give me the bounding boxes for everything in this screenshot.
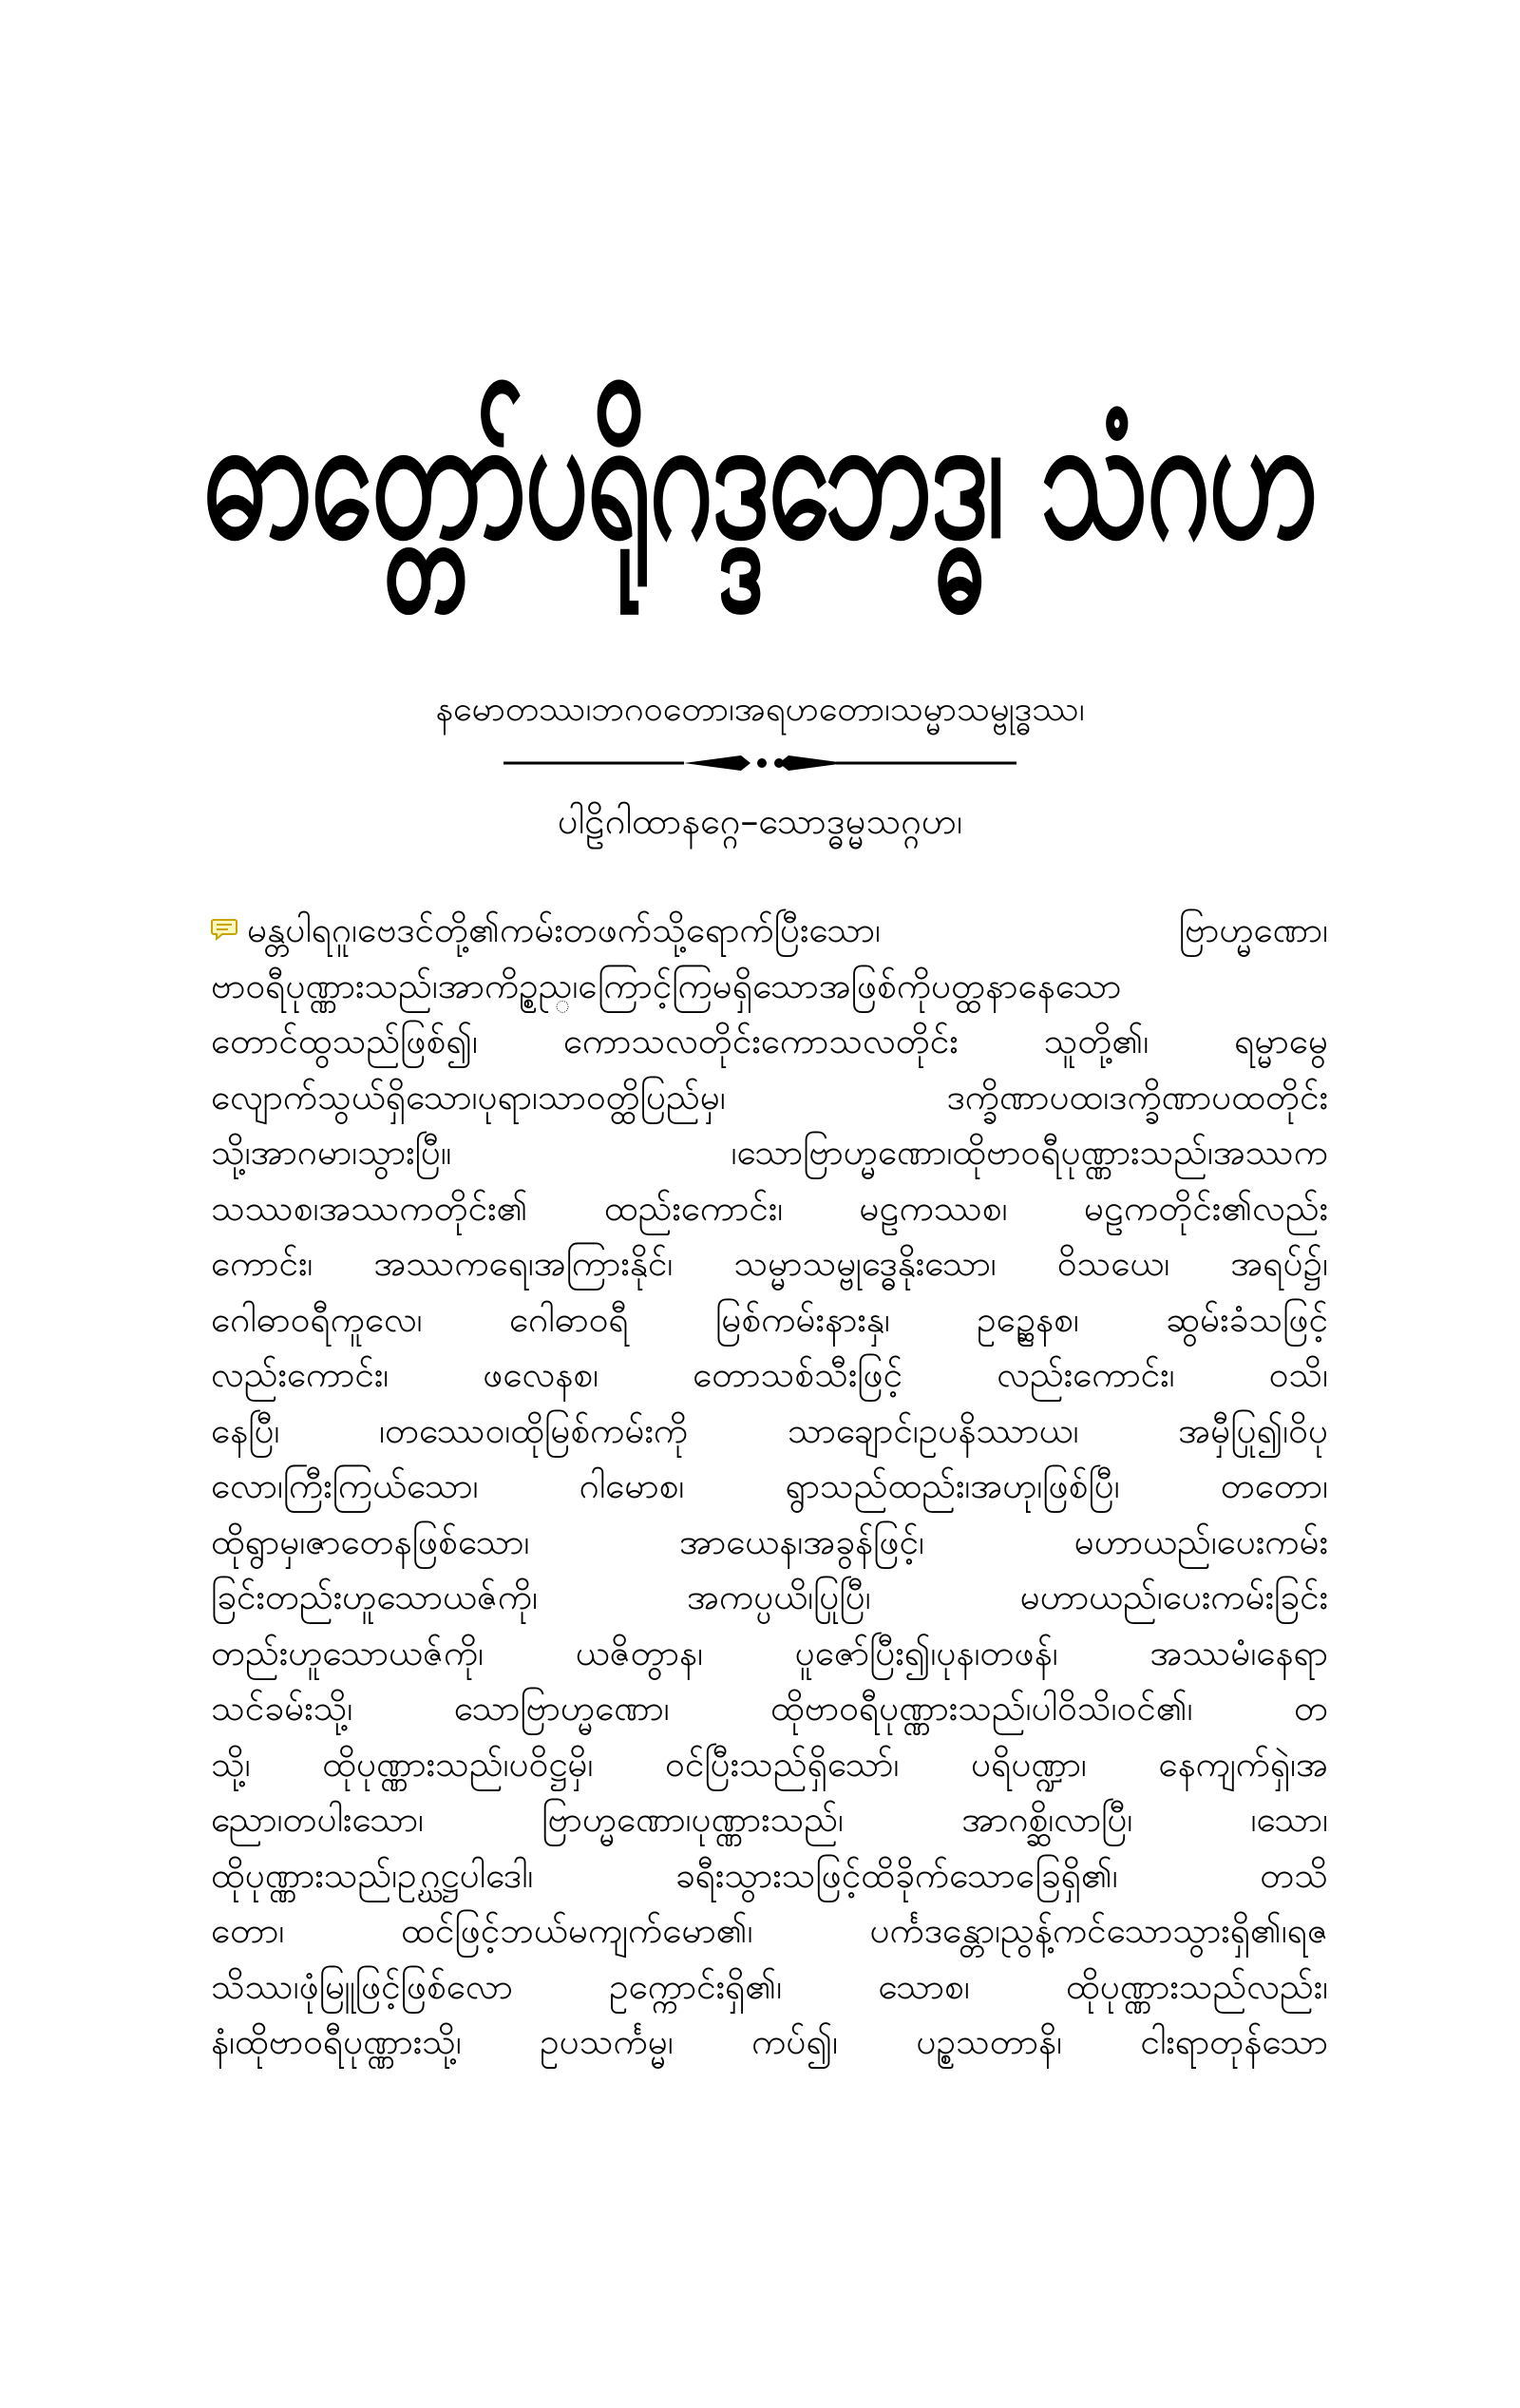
body-line: ထိုပုဏ္ဏားသည်၊ဥဂ္ဃဋ္ဌပါဒေါ၊ ခရီးသွားသဖြင့်ထိခိုက်သောခြေရှိ၏၊ တသိ — [211, 1854, 1328, 1896]
title-block — [190, 285, 1330, 665]
body-line: နံ၊ထိုဗာဝရီပုဏ္ဏားသို့၊ ဥပသင်္ကမ္မ၊ ကပ်၍၊ ပဉ္စသတာနိ၊ ငါးရာတုန်သော — [211, 2021, 1328, 2062]
ornament-divider — [504, 749, 1016, 777]
body-line: တောင်ထွသည်ဖြစ်၍၊ ကောသလတိုင်းကောသလတိုင်း သူတို့၏၊ ရမ္မာမွေ — [211, 1021, 1328, 1061]
author-line: ပါဠိဂါထာနဂ္ဂေ–သောဒ္ဓမ္မသဂ္ဂဟ၊ — [557, 800, 963, 842]
body-line: ဂေါဓာဝရီကူလေ၊ ဂေါဓာဝရီ မြစ်ကမ်းနားနှ၊ ဥဉ္ဆေနစ၊ ဆွမ်းခံသဖြင့် — [211, 1298, 1328, 1340]
body-text — [211, 903, 1328, 2233]
body-line — [211, 903, 1328, 959]
body-line: လည်းကောင်း၊ ဖလေနစ၊ တောသစ်သီးဖြင့် လည်းကောင်း၊ ဝသိ၊ — [211, 1354, 1328, 1395]
body-line: ထိုရွာမှ၊ဇာတေနဖြစ်သော၊ အာယေန၊အခွန်ဖြင့်၊ မဟာယည်၊ပေးကမ်း — [211, 1520, 1328, 1562]
page-title: ဓာတ္တော်ပရိုဂဒ္ဒဘေဒ္ဓ၊ သံဂဟ — [203, 372, 1317, 578]
body-line: သဿစ၊အဿကတိုင်း၏ ထည်းကောင်း၊ မဠကဿစ၊ မဠကတိုင်း၏လည်း — [211, 1187, 1328, 1229]
body-line: ဗာဝရီပုဏ္ဏားသည်၊အာကိဉ္စည္၊ကြောင့်ကြမရှိသောအဖြစ်ကိုပတ္ထနာနေသော — [211, 965, 1122, 1006]
body-line: လျောက်သွယ်ရှိသော၊ပုရာ၊သာဝတ္ထိပြည်မှ၊ ဒက္ခိဏာပထ၊ဒက္ခိဏာပထတိုင်း — [211, 1076, 1328, 1118]
subtitle: နမောတဿ၊ဘဂဝတော၊အရဟတော၊သမ္မာသမ္ဗုဒ္ဓဿ၊ — [435, 690, 1085, 729]
body-line: ခြင်းတည်းဟူသောယဇ်ကို၊ အကပ္ပယိ၊ပြုပြီ၊ မဟာယည်၊ပေးကမ်းခြင်း — [211, 1577, 1328, 1617]
body-line: တည်းဟူသောယဇ်ကို၊ ယဇိတွာန၊ ပူဇော်ပြီး၍၊ပုန၊တဖန်၊ အဿမံ၊နေရာ — [211, 1632, 1328, 1673]
body-line-text: မန္တပါရဂူ၊ဗေဒင်တို့၏ကမ်းတဖက်သို့ရောက်ပြီးသော၊ ဗြာဟ္မဏော၊ — [247, 909, 1328, 950]
body-line: နေပြီ၊ ၊တဿေဝ၊ထိုမြစ်ကမ်းကို သာချောင်၊ဥပနိဿာယ၊ အမှီပြု၍၊ဝိပု — [211, 1409, 1328, 1451]
body-line: သိဿ၊ဖုံမြူဖြင့်ဖြစ်လော ဥက္ကောင်းရှိ၏၊ သောစ၊ ထိုပုဏ္ဏားသည်လည်း၊ — [211, 1965, 1328, 2007]
body-line: တော၊ ထင်ဖြင့်ဘယ်မကျက်မော၏၊ ပင်္ကဒန္တော၊ညွန့်ကင်သောသွားရှိ၏၊ရဇ — [211, 1910, 1328, 1951]
body-line: သို့၊အာဂမာ၊သွားပြီ။ ၊သောဗြာဟ္မဏော၊ထိုဗာဝရီပုဏ္ဏားသည်၊အဿက — [211, 1132, 1328, 1173]
body-line: လော၊ကြီးကြယ်သော၊ ဂါမောစ၊ ရွာသည်ထည်း၊အဟု၊ဖြစ်ပြီ၊ တတော၊ — [211, 1465, 1328, 1506]
note-icon[interactable] — [211, 918, 238, 941]
body-line: သို့၊ ထိုပုဏ္ဏားသည်၊ပဝိဋ္ဌမှိ၊ ဝင်ပြီးသည်ရှိသော်၊ ပရိပဏ္ဍာ၊ နေကျက်ရှဲ၊အ — [211, 1743, 1328, 1785]
body-line: ညော၊တပါးသော၊ ဗြာဟ္မဏော၊ပုဏ္ဏားသည်၊ အာဂစ္ဆိ၊လာပြီ၊ ၊သော၊ — [211, 1799, 1328, 1840]
body-line: ကောင်း၊ အဿကရေ၊အကြားနိုင်၊ သမ္မာသမ္ဗုဒ္ဓေနိုးသော၊ ဝိသယေ၊ အရပ်၌၊ — [211, 1243, 1328, 1284]
body-line: သင်ခမ်းသို့၊ သောဗြာဟ္မဏော၊ ထိုဗာဝရီပုဏ္ဏားသည်၊ပါဝိသိ၊ဝင်၏၊ တ — [211, 1688, 1328, 1729]
